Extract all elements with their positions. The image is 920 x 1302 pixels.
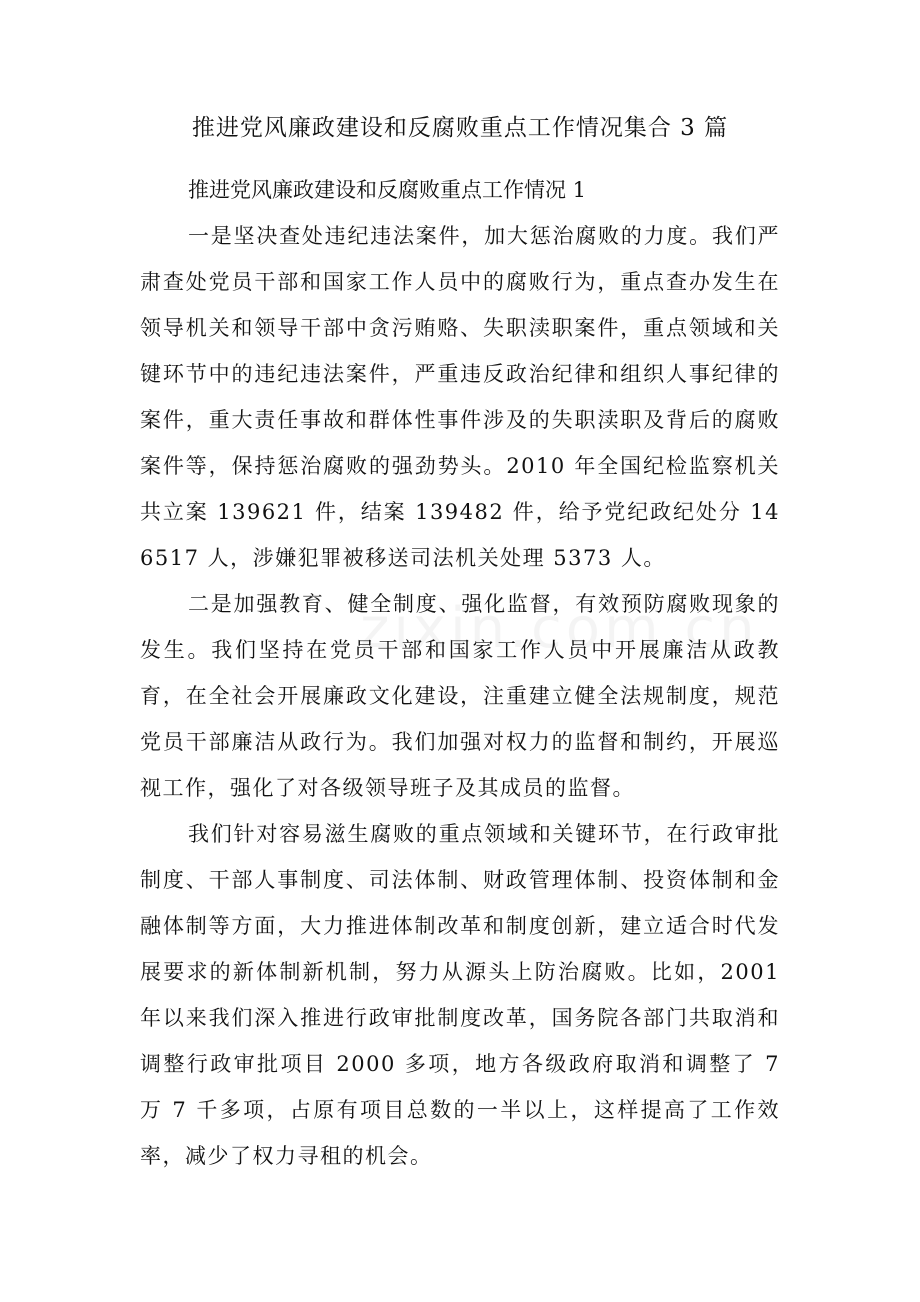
section-heading: 推进党风廉政建设和反腐败重点工作情况 1 (188, 178, 587, 202)
paragraph-2: 二是加强教育、健全制度、强化监督，有效预防腐败现象的发生。我们坚持在党员干部和国家工作人员中开展廉洁从政教育，在全社会开展廉政文化建设，注重建立健全法规制度，规范党员干部廉洁从政行为。我们加强对权力的监督和制约，开展巡视工作，强化了对各级领导班子及其成员的监督。 (140, 592, 780, 800)
document-title: 推进党风廉政建设和反腐败重点工作情况集合 3 篇 (191, 115, 729, 141)
document-body (140, 167, 780, 1179)
paragraph-1: 一是坚决查处违纪违法案件，加大惩治腐败的力度。我们严肃查处党员干部和国家工作人员中的腐败行为，重点查办发生在领导机关和领导干部中贪污贿赂、失职渎职案件，重点领域和关键环节中的违纪违法案件，严重违反政治纪律和组织人事纪律的案件，重大责任事故和群体性事件涉及的失职渎职及背后的腐败案件等，保持惩治腐败的强劲势头。2010 年全国纪检监察机关共立案 139621 件，结案 139482 件，给予党纪政纪处分 146517 人，涉嫌犯罪被移送司法机关处理 5373 人。 (140, 224, 780, 570)
paragraph-3: 我们针对容易滋生腐败的重点领域和关键环节，在行政审批制度、干部人事制度、司法体制、财政管理体制、投资体制和金融体制等方面，大力推进体制改革和制度创新，建立适合时代发展要求的新体制新机制，努力从源头上防治腐败。比如，2001 年以来我们深入推进行政审批制度改革，国务院各部门共取消和调整行政审批项目 2000 多项，地方各级政府取消和调整了 7 万 7 千多项，占原有项目总数的一半以上，这样提高了工作效率，减少了权力寻租的机会。 (140, 822, 780, 1168)
